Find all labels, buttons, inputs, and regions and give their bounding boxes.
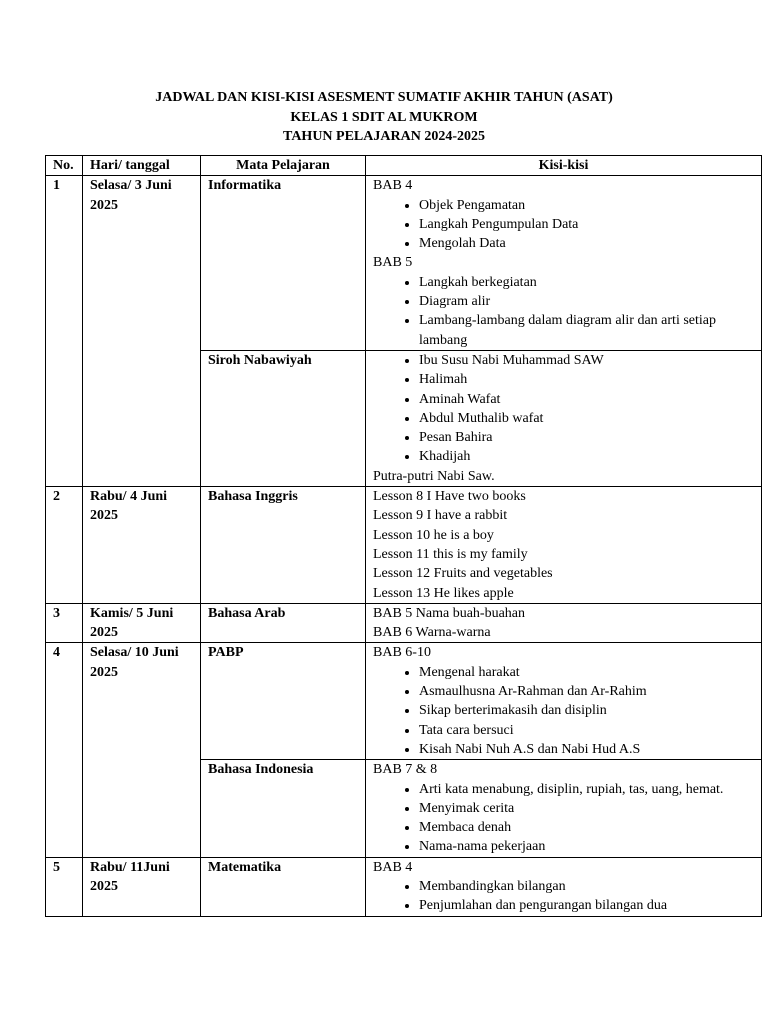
title-line-2: KELAS 1 SDIT AL MUKROM (290, 109, 478, 125)
schedule-body (46, 176, 762, 916)
kisi-bullet-item: • Mengolah Data (419, 234, 754, 253)
kisi-topic: Lesson 10 he is a boy (373, 527, 494, 543)
subject-name: Bahasa Inggris (201, 487, 366, 604)
header-subject: Mata Pelajaran (201, 156, 366, 176)
kisi-bullet-item: • Halimah (419, 370, 754, 389)
exam-date: Rabu/ 11Juni 2025 (83, 857, 201, 916)
kisi-bullet-item: • Tata cara bersuci (419, 721, 754, 740)
kisi-topic: Lesson 8 I Have two books (373, 489, 526, 505)
kisi-bullet-list (373, 663, 754, 759)
kisi-bullet-list (373, 351, 754, 467)
kisi-bullet-list (373, 273, 754, 350)
kisi-bullet-item: • Pesan Bahira (419, 428, 754, 447)
kisi-topic: BAB 6 Warna-warna (373, 625, 491, 641)
kisi-cell (366, 350, 762, 486)
kisi-topic: BAB 4 (373, 178, 413, 194)
exam-date: Selasa/ 3 Juni 2025 (83, 176, 201, 487)
kisi-bullet-item: • Nama-nama pekerjaan (419, 837, 754, 856)
header-no: No. (46, 156, 83, 176)
header-date: Hari/ tanggal (83, 156, 201, 176)
kisi-topic: BAB 5 Nama buah-buahan (373, 605, 526, 621)
kisi-cell (366, 487, 762, 604)
kisi-bullet-list (373, 196, 754, 254)
row-number: 2 (46, 487, 83, 604)
title-line-3: TAHUN PELAJARAN 2024-2025 (283, 129, 485, 144)
kisi-bullet-item: • Kisah Nabi Nuh A.S dan Nabi Hud A.S (419, 740, 754, 759)
exam-date: Selasa/ 10 Juni 2025 (83, 643, 201, 857)
kisi-cell (366, 760, 762, 857)
header-kisi: Kisi-kisi (366, 156, 762, 176)
table-row (46, 487, 762, 604)
kisi-topic: BAB 7 & 8 (373, 762, 438, 778)
row-number: 5 (46, 857, 83, 916)
kisi-bullet-item: • Penjumlahan dan pengurangan bilangan dua (419, 896, 754, 915)
kisi-bullet-item: • Langkah Pengumpulan Data (419, 215, 754, 234)
kisi-cell (366, 643, 762, 760)
subject-name: Siroh Nabawiyah (201, 350, 366, 486)
kisi-bullet-item: • Membaca denah (419, 818, 754, 837)
kisi-bullet-item: • Lambang-lambang dalam diagram alir dan arti setiap lambang (419, 311, 754, 350)
kisi-bullet-item: • Menyimak cerita (419, 799, 754, 818)
kisi-cell (366, 603, 762, 643)
subject-name: Informatika (201, 176, 366, 351)
kisi-topic: Lesson 13 He likes apple (373, 585, 514, 601)
kisi-topic: Lesson 12 Fruits and vegetables (373, 566, 553, 582)
subject-name: Matematika (201, 857, 366, 916)
title-line-1: JADWAL DAN KISI-KISI ASESMENT SUMATIF AKHIR TAHUN (ASAT) (155, 90, 613, 105)
kisi-topic: Lesson 9 I have a rabbit (373, 508, 508, 524)
exam-date: Rabu/ 4 Juni 2025 (83, 487, 201, 604)
kisi-topic: Lesson 11 this is my family (373, 546, 528, 562)
table-header-row (46, 156, 762, 176)
row-number: 1 (46, 176, 83, 487)
kisi-bullet-item: • Khadijah (419, 447, 754, 466)
kisi-topic: Putra-putri Nabi Saw. (373, 468, 495, 484)
schedule-table (45, 155, 762, 917)
kisi-bullet-item: • Ibu Susu Nabi Muhammad SAW (419, 351, 754, 370)
kisi-cell (366, 176, 762, 351)
table-row (46, 643, 762, 760)
kisi-bullet-item: • Objek Pengamatan (419, 196, 754, 215)
kisi-bullet-list (373, 877, 754, 916)
exam-date: Kamis/ 5 Juni 2025 (83, 603, 201, 643)
kisi-topic: BAB 6-10 (373, 645, 431, 661)
subject-name: PABP (201, 643, 366, 760)
row-number: 4 (46, 643, 83, 857)
kisi-topic: BAB 5 (373, 255, 413, 271)
kisi-bullet-item: • Sikap berterimakasih dan disiplin (419, 701, 754, 720)
kisi-bullet-list (373, 780, 754, 857)
document-header (0, 88, 768, 147)
kisi-bullet-item: • Membandingkan bilangan (419, 877, 754, 896)
kisi-topic: BAB 4 (373, 859, 413, 875)
kisi-bullet-item: • Aminah Wafat (419, 390, 754, 409)
subject-name: Bahasa Indonesia (201, 760, 366, 857)
kisi-cell (366, 857, 762, 916)
kisi-bullet-item: • Abdul Muthalib wafat (419, 409, 754, 428)
kisi-bullet-item: • Mengenal harakat (419, 663, 754, 682)
table-row (46, 857, 762, 916)
kisi-bullet-item: • Diagram alir (419, 292, 754, 311)
row-number: 3 (46, 603, 83, 643)
kisi-bullet-item: • Langkah berkegiatan (419, 273, 754, 292)
kisi-bullet-item: • Arti kata menabung, disiplin, rupiah, tas, uang, hemat. (419, 780, 754, 799)
table-row (46, 603, 762, 643)
subject-name: Bahasa Arab (201, 603, 366, 643)
table-row (46, 176, 762, 351)
kisi-bullet-item: • Asmaulhusna Ar-Rahman dan Ar-Rahim (419, 682, 754, 701)
